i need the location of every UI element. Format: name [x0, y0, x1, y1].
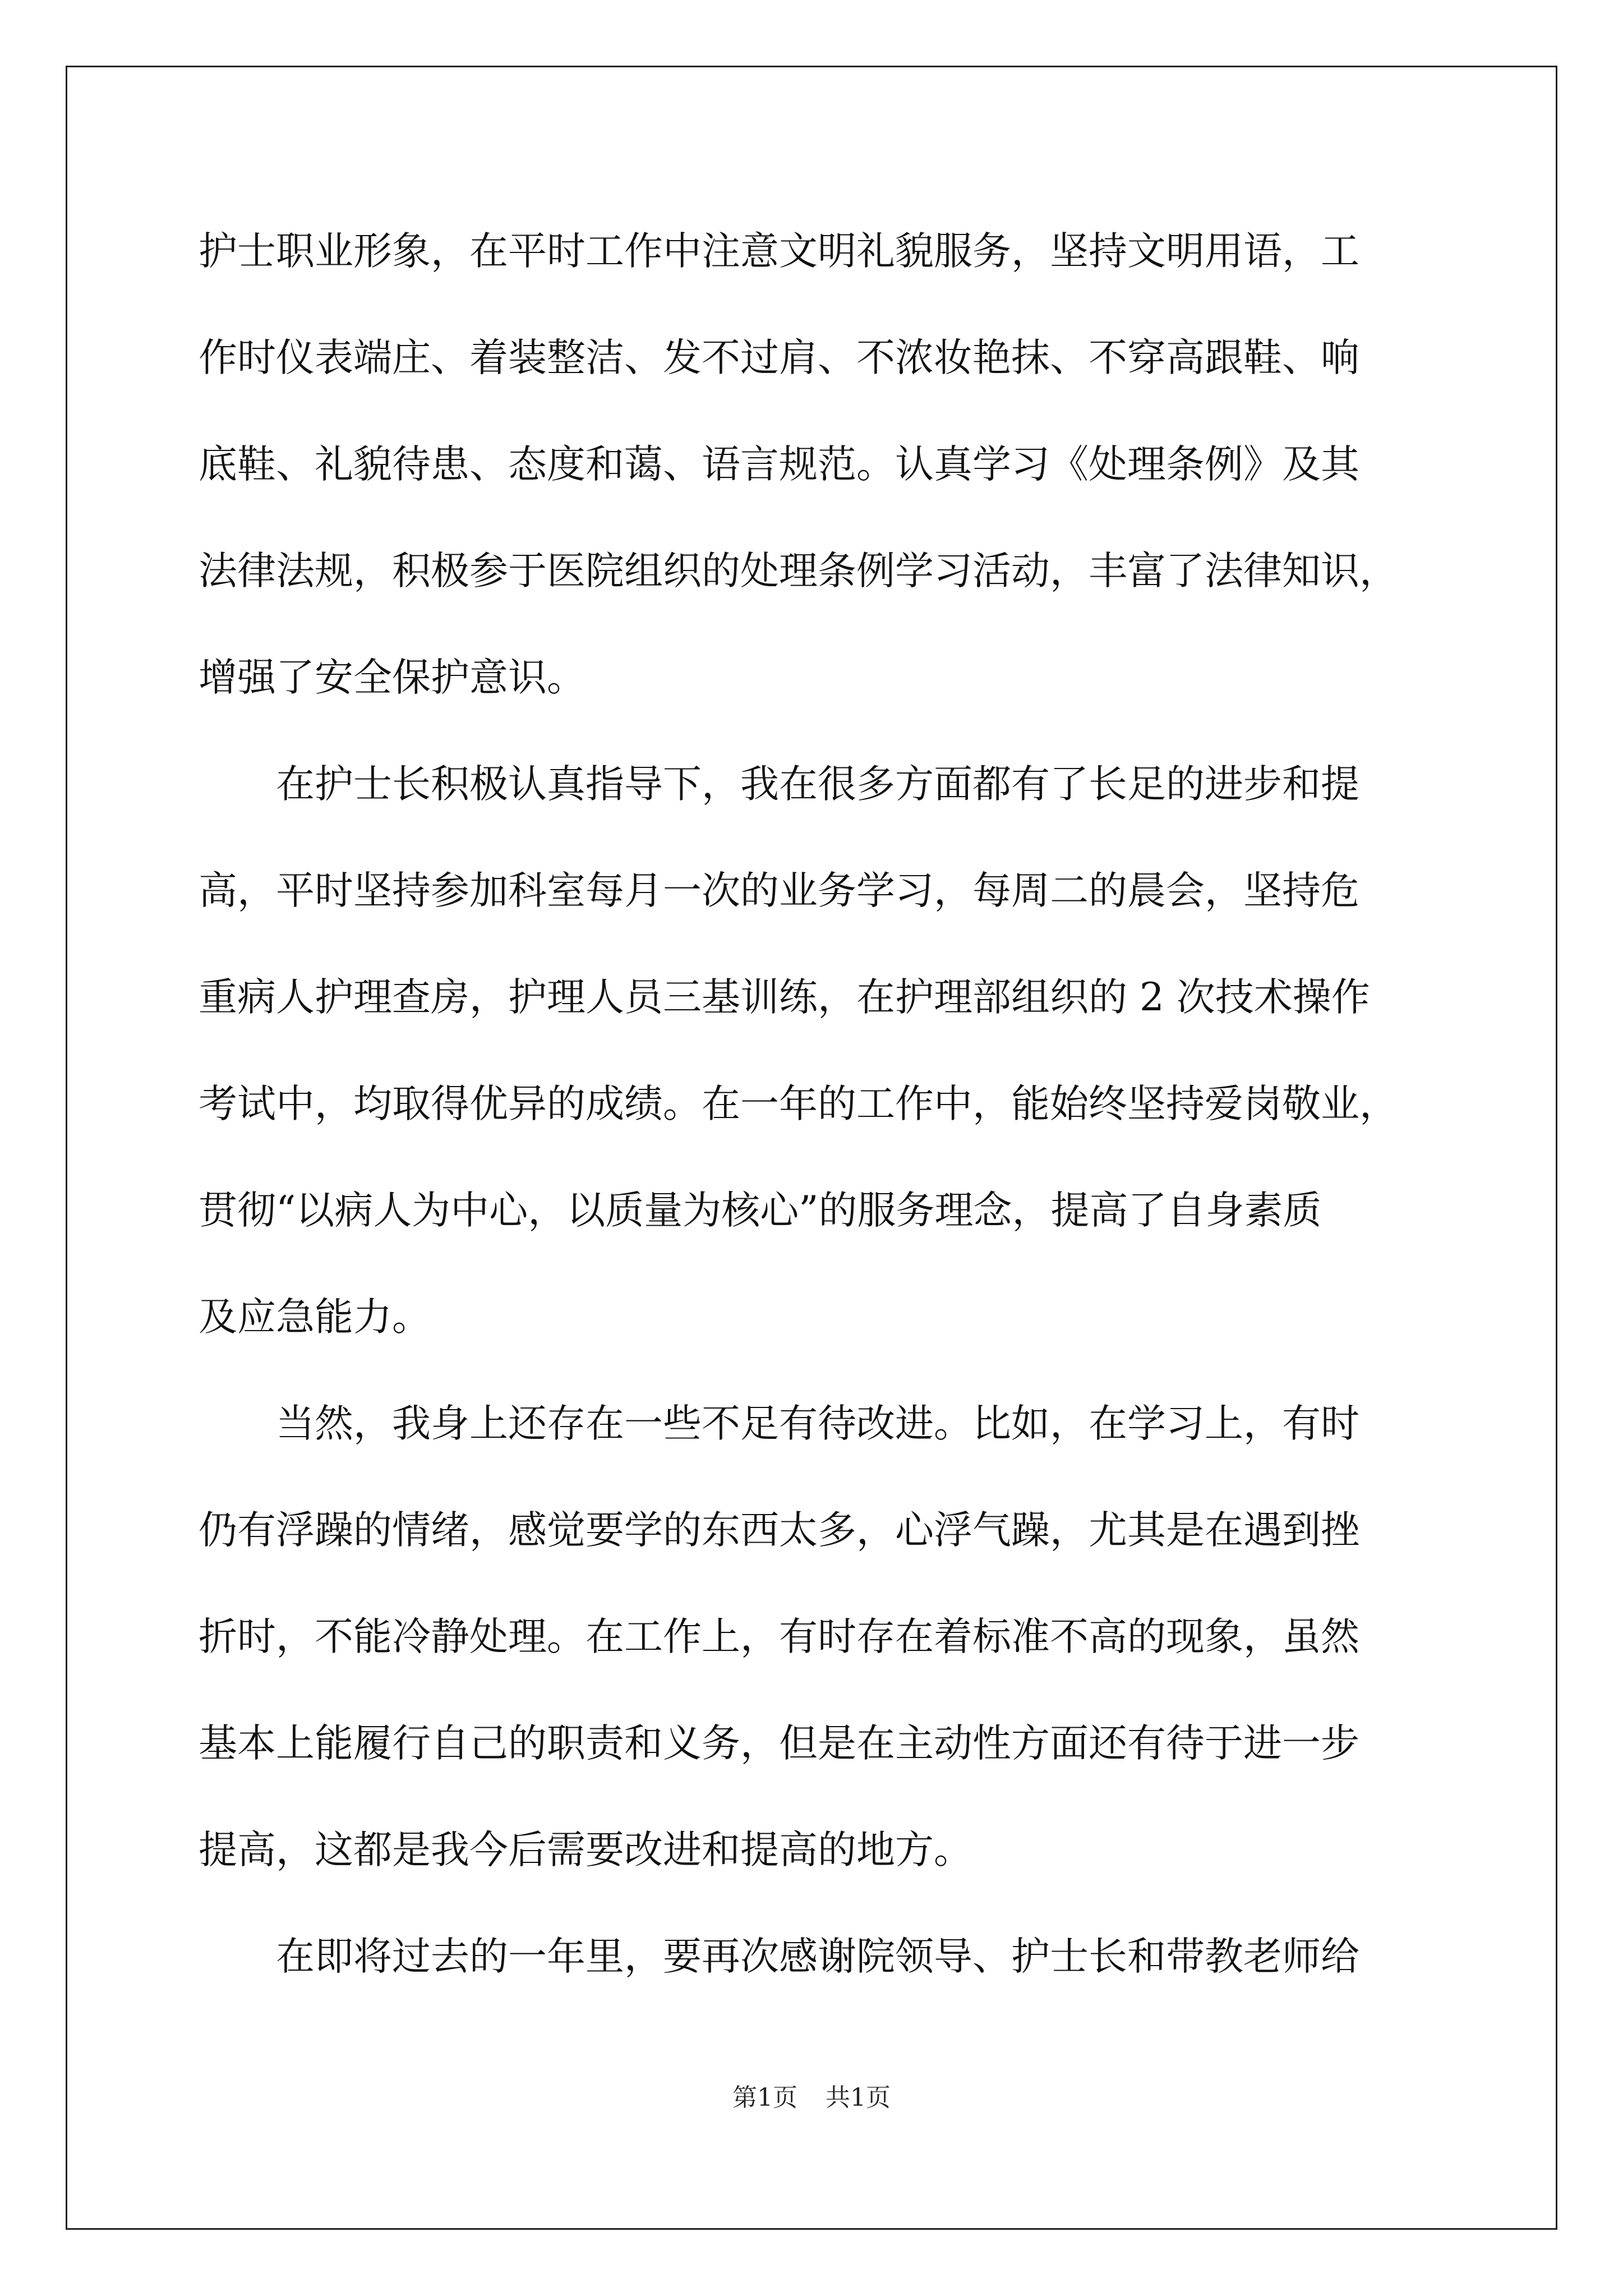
text-line: 基本上能履行自己的职责和义务，但是在主动性方面还有待于进一步 — [199, 1721, 1359, 1766]
page-number: 第1页 — [732, 2083, 797, 2112]
text-line: 及应急能力。 — [199, 1295, 431, 1340]
text-line: 增强了安全保护意识。 — [199, 655, 585, 700]
page-border — [66, 66, 1557, 2230]
paragraph-first-line: 在即将过去的一年里，要再次感谢院领导、护士长和带教老师给 — [276, 1934, 1359, 1979]
text-line: 护士职业形象，在平时工作中注意文明礼貌服务，坚持文明用语，工 — [199, 229, 1359, 274]
text-line: 贯彻“以病人为中心，以质量为核心”的服务理念，提高了自身素质 — [199, 1188, 1322, 1233]
text-line: 重病人护理查房，护理人员三基训练，在护理部组织的 2 次技术操作 — [199, 975, 1370, 1020]
text-line: 法律法规，积极参于医院组织的处理条例学习活动，丰富了法律知识， — [199, 549, 1398, 593]
text-line: 仍有浮躁的情绪，感觉要学的东西太多，心浮气躁，尤其是在遇到挫 — [199, 1508, 1359, 1553]
text-line: 高，平时坚持参加科室每月一次的业务学习，每周二的晨会，坚持危 — [199, 868, 1359, 913]
text-line: 作时仪表端庄、着装整洁、发不过肩、不浓妆艳抹、不穿高跟鞋、响 — [199, 335, 1359, 380]
text-line: 底鞋、礼貌待患、态度和蔼、语言规范。认真学习《处理条例》及其 — [199, 442, 1359, 487]
page-footer — [0, 2081, 1623, 2115]
paragraph-first-line: 在护士长积极认真指导下，我在很多方面都有了长足的进步和提 — [276, 762, 1359, 807]
text-line: 提高，这都是我今后需要改进和提高的地方。 — [199, 1828, 972, 1872]
text-line: 考试中，均取得优异的成绩。在一年的工作中，能始终坚持爱岗敬业， — [199, 1082, 1398, 1126]
page-total: 共1页 — [826, 2083, 891, 2112]
paragraph-first-line: 当然，我身上还存在一些不足有待改进。比如，在学习上，有时 — [276, 1401, 1359, 1446]
text-line: 折时，不能冷静处理。在工作上，有时存在着标准不高的现象，虽然 — [199, 1614, 1359, 1659]
